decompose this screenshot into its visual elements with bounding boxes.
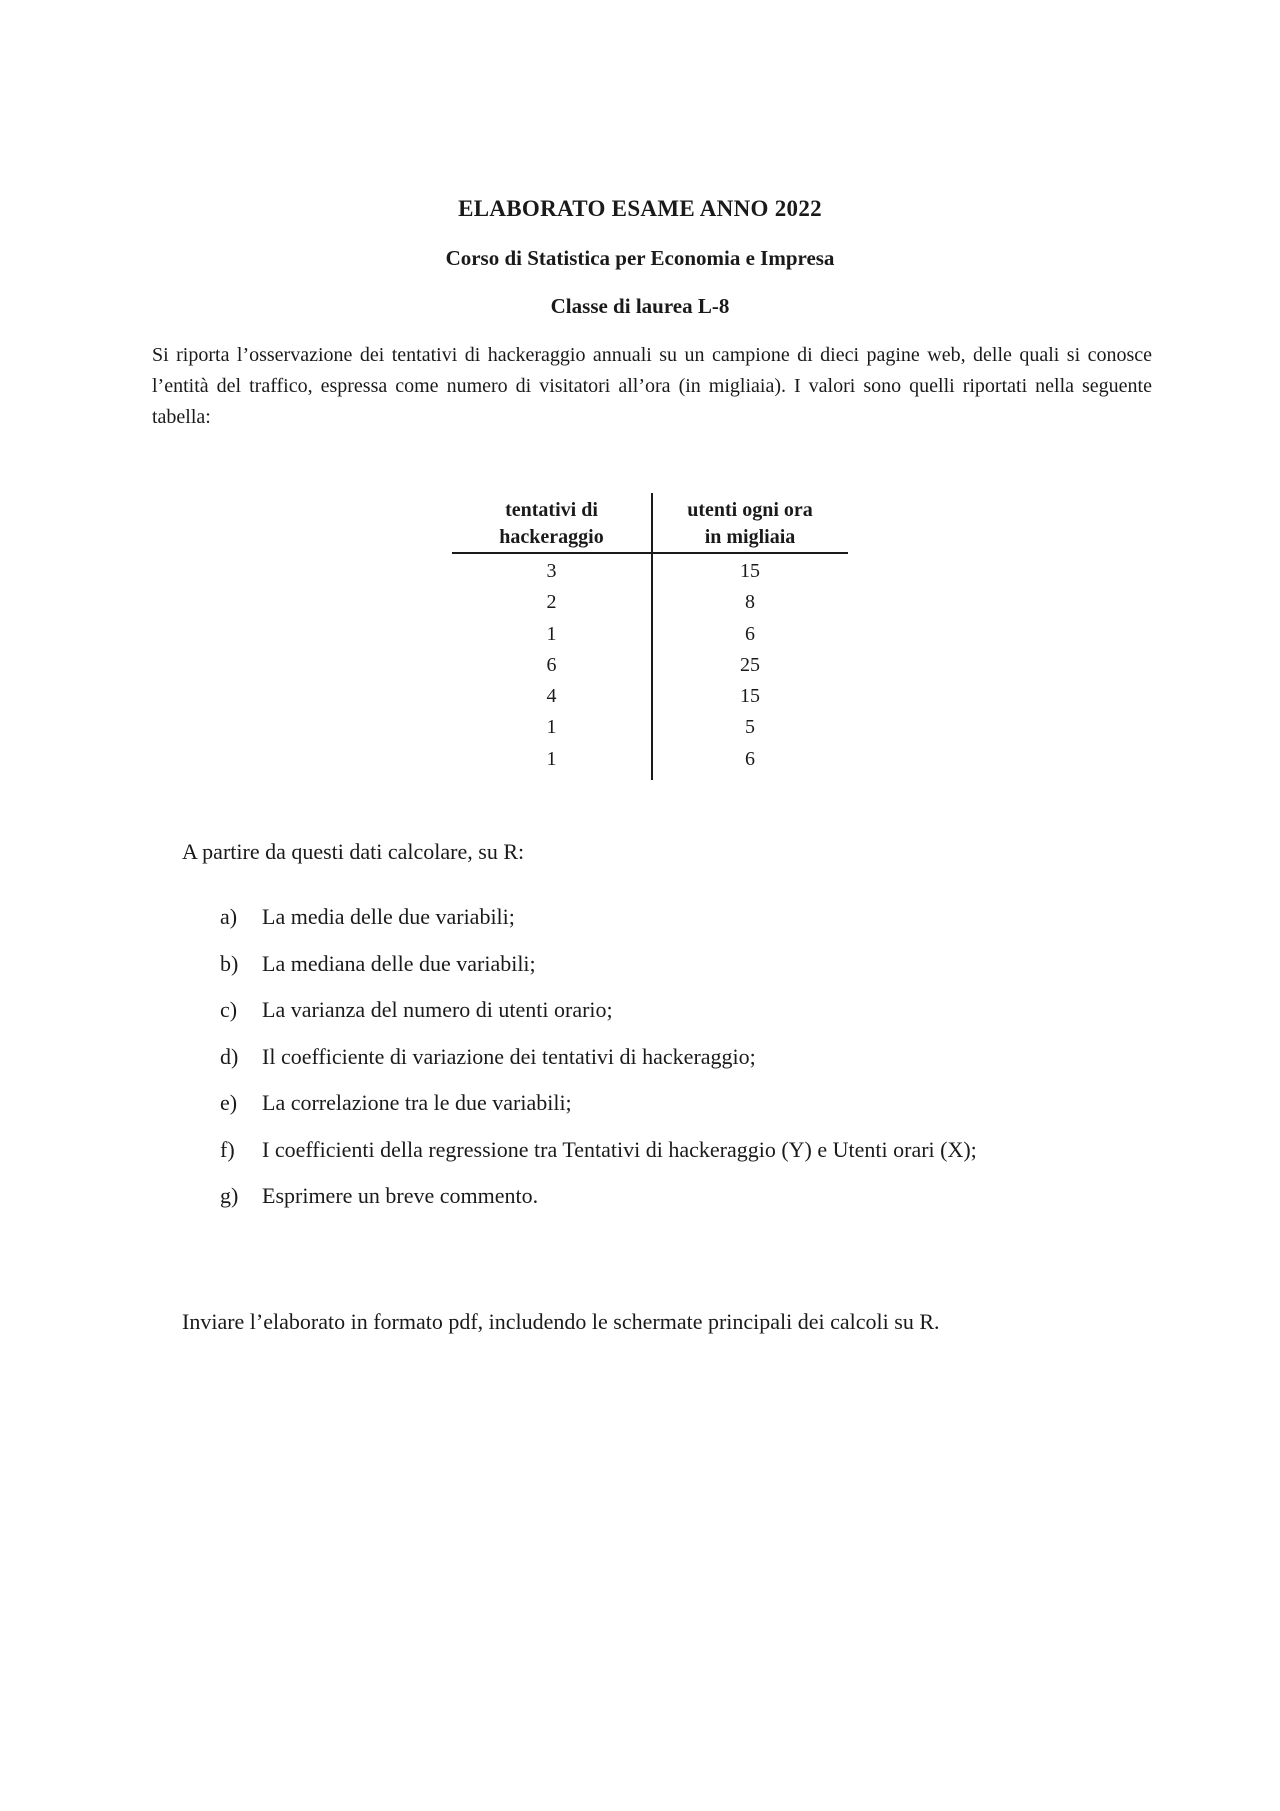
task-text: I coefficienti della regressione tra Tentativi di hackeraggio (Y) e Utenti orari (X); [262,1136,977,1162]
list-marker: d) [220,1043,239,1069]
cell-users: 15 [740,560,760,582]
header-rule [452,552,848,554]
list-marker: f) [220,1136,235,1162]
list-item [220,949,1180,996]
cell-attempts: 1 [546,747,557,770]
column-header-line: tentativi di [505,499,598,521]
task-text: La mediana delle due variabili; [262,950,536,976]
task-text: Il coefficiente di variazione dei tentativi di hackeraggio; [262,1043,756,1069]
task-text: Esprimere un breve commento. [262,1183,539,1208]
table-row [452,556,848,587]
list-item [220,1088,1180,1135]
task-prompt: A partire da questi dati calcolare, su R: [182,839,525,864]
column-header-attempts [452,497,651,551]
list-item [220,995,1180,1042]
list-item [220,1042,1180,1089]
table-row [452,587,848,618]
list-marker: e) [220,1090,238,1115]
list-marker: g) [220,1183,239,1208]
cell-attempts: 1 [546,716,557,739]
cell-users: 5 [745,716,755,739]
table-row [452,650,848,681]
task-text: La varianza del numero di utenti orario; [262,997,613,1022]
list-item [220,902,1180,949]
list-marker: b) [220,950,239,976]
table-body [452,556,848,775]
task-text: La media delle due variabili; [262,904,515,929]
cell-attempts: 3 [546,560,557,582]
column-header-line: utenti ogni ora [687,499,813,521]
column-header-users [652,497,848,551]
column-header-line: hackeraggio [499,526,604,548]
list-item [220,1135,1180,1182]
table-row [452,619,848,650]
table-row [452,712,848,743]
intro-paragraph: Si riporta l’osservazione dei tentativi di hackeraggio annuali su un campione di dieci pagine web, delle quali si conosce l’entità del traffico, espressa come numero di visitatori all’ora (in migliaia). I valori sono quelli riportati nella seguente tabella: [152,344,1152,428]
cell-attempts: 6 [546,653,557,676]
document-title: ELABORATO ESAME ANNO 2022 [458,196,822,221]
task-text: La correlazione tra le due variabili; [262,1090,572,1115]
cell-users: 15 [740,685,760,708]
list-marker: c) [220,997,238,1022]
task-list [220,902,1180,1228]
cell-attempts: 4 [546,685,557,708]
cell-users: 6 [745,622,755,645]
table-row [452,744,848,775]
cell-attempts: 1 [546,622,557,645]
column-header-line: in migliaia [704,526,796,548]
degree-class: Classe di laurea L-8 [550,294,730,318]
cell-users: 8 [745,591,755,614]
table-row [452,681,848,712]
cell-attempts: 2 [546,591,557,614]
cell-users: 25 [740,653,760,676]
list-marker: a) [220,904,238,929]
submission-instructions: Inviare l’elaborato in formato pdf, includendo le schermate principali dei calcoli su R. [182,1309,940,1334]
cell-users: 6 [745,747,755,770]
course-name: Corso di Statistica per Economia e Impresa [445,246,835,270]
list-item [220,1181,1180,1228]
